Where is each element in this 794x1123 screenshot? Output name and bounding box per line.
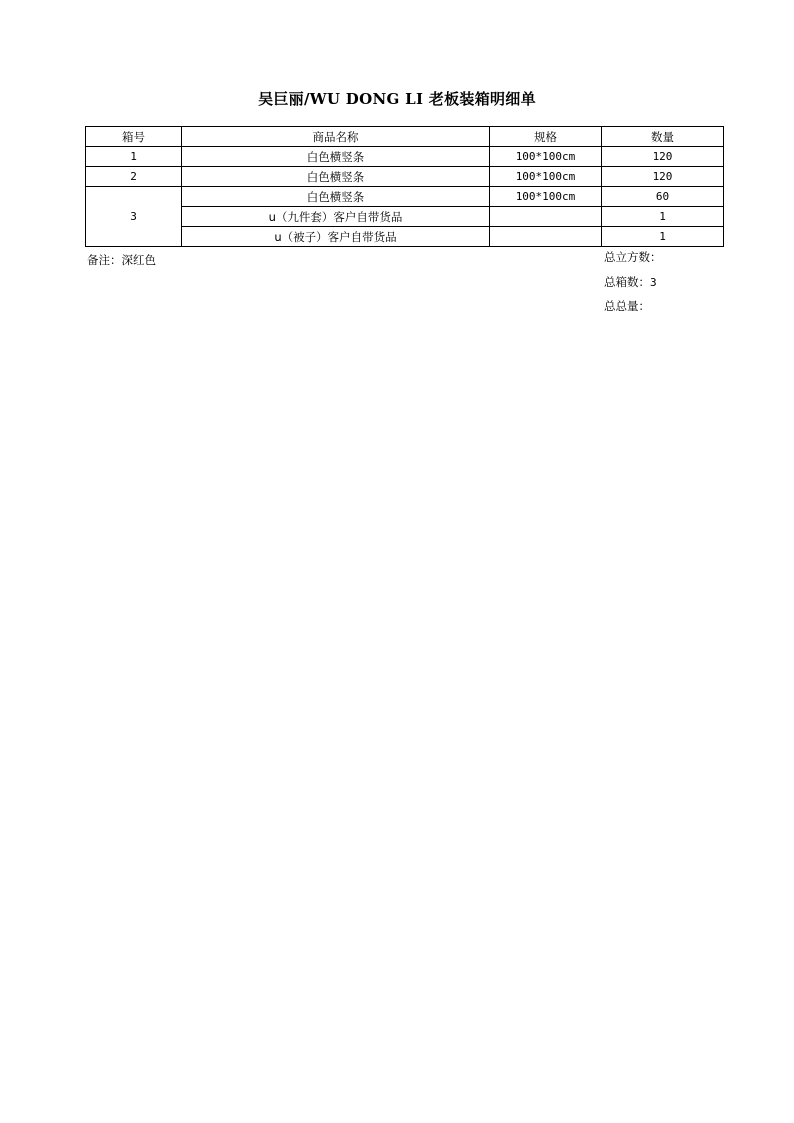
total-volume-label: 总立方数：: [604, 250, 662, 264]
table-row: [86, 227, 724, 247]
product-name-cell: u（九件套）客户自带货品: [182, 207, 490, 227]
box-no-cell: 3: [86, 187, 182, 247]
spec-cell: 100*100cm: [490, 167, 602, 187]
total-boxes-label: 总箱数：: [604, 275, 650, 289]
spec-cell: 100*100cm: [490, 147, 602, 167]
spec-cell: [490, 227, 602, 247]
spec-cell: [490, 207, 602, 227]
column-header-product-name: 商品名称: [182, 127, 490, 147]
table-row: [86, 147, 724, 167]
spec-cell: 100*100cm: [490, 187, 602, 207]
box-no-cell: 1: [86, 147, 182, 167]
quantity-cell: 120: [602, 147, 724, 167]
quantity-cell: 1: [602, 207, 724, 227]
total-boxes-value: 3: [650, 276, 657, 289]
table-row: [86, 187, 724, 207]
product-name-cell: 白色横竖条: [182, 147, 490, 167]
box-no-cell: 2: [86, 167, 182, 187]
column-header-spec: 规格: [490, 127, 602, 147]
summary-total-volume: [604, 249, 662, 265]
table-row: [86, 167, 724, 187]
quantity-cell: 1: [602, 227, 724, 247]
quantity-cell: 120: [602, 167, 724, 187]
table-row: [86, 207, 724, 227]
product-name-cell: 白色横竖条: [182, 187, 490, 207]
quantity-cell: 60: [602, 187, 724, 207]
remark-note: 备注：深红色: [87, 253, 156, 267]
product-name-cell: u（被子）客户自带货品: [182, 227, 490, 247]
column-header-quantity: 数量: [602, 127, 724, 147]
total-weight-label: 总总量：: [604, 299, 650, 313]
table-header-row: [86, 127, 724, 147]
summary-total-weight: [604, 298, 650, 314]
packing-list-table: [85, 126, 724, 247]
product-name-cell: 白色横竖条: [182, 167, 490, 187]
summary-total-boxes: [604, 274, 657, 290]
column-header-box-no: 箱号: [86, 127, 182, 147]
document-title: 吴巨丽/WU DONG LI 老板装箱明细单: [258, 90, 536, 108]
